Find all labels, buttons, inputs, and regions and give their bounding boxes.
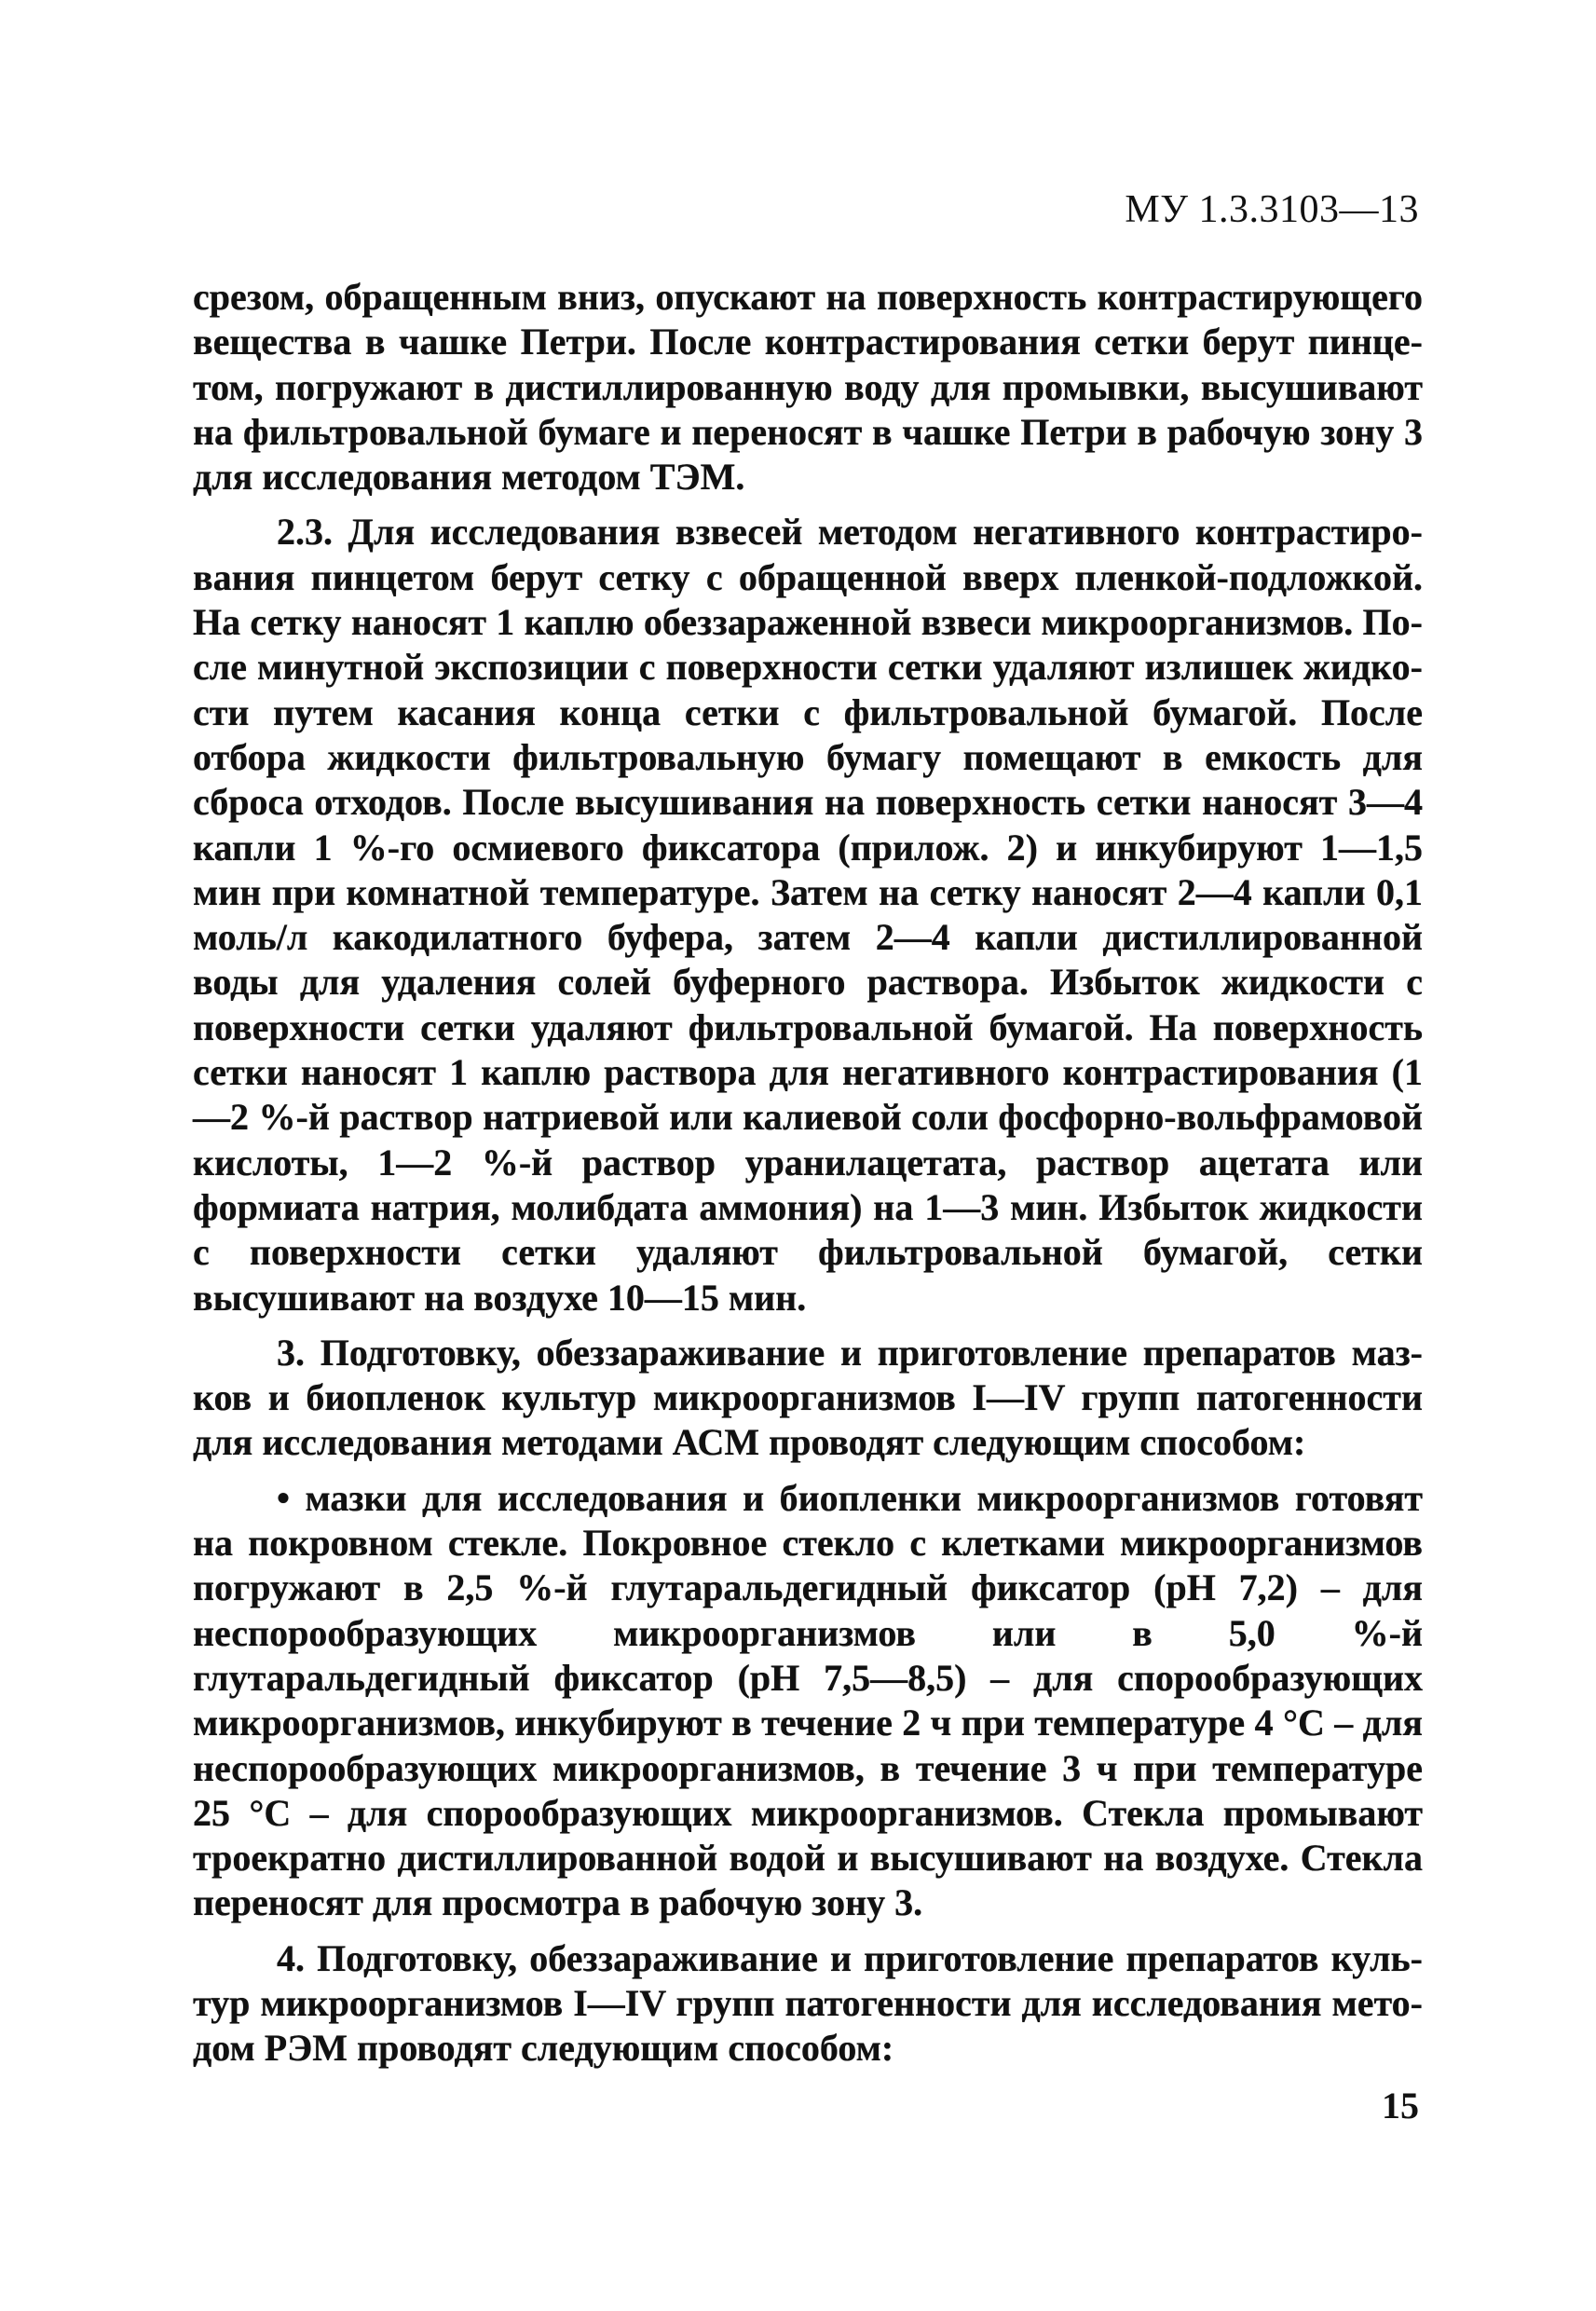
paragraph-2-3: 2.3. Для исследования взвесей методом негативного контрастирования пинцетом берут сетку с обращенной вверх пленкой-подложкой. На сетку наносят 1 каплю обеззараженной взвеси микроорганизмов. После минутной экспозиции с поверхности сетки удаляют излишек жидкости путем касания конца сетки с фильтровальной бумагой. После отбора жидкости фильтровальную бумагу помещают в емкость для сброса отходов. После высушивания на поверхность сетки наносят 3—4 капли 1 %-го осмиевого фиксатора (прилож. 2) и инкубируют 1—1,5 мин при комнатной температуре. Затем на сетку наносят 2—4 капли 0,1 моль/л какодилатного буфера, затем 2—4 капли дистиллированной воды для удаления солей буферного раствора. Избыток жидкости с поверхности сетки удаляют фильтровальной бумагой. На поверхность сетки наносят 1 каплю раствора для негативного контрастирования (1—2 %-й раствор натриевой или калиевой соли фосфорно-вольфрамовой кислоты, 1—2 %-й раствор уранилацетата, раствор ацетата или формиата натрия, молибдата аммония) на 1—3 мин. Избыток жидкости с поверхности сетки удаляют фильтровальной бумагой, сетки высушивают на воздухе 10—15 мин. — [193, 511, 1423, 1319]
paragraph-3: 3. Подготовку, обеззараживание и приготовление препаратов мазков и биопленок культур микроорганизмов I—IV групп патогенности для исследования методами АСМ проводят следующим способом: — [193, 1331, 1423, 1464]
paragraph-bullet-smears: • мазки для исследования и биопленки микроорганизмов готовят на покровном стекле. Покровное стекло с клетками микроорганизмов погружают в 2,5 %-й глутаральдегидный фиксатор (pH 7,2) – для неспорообразующих микроорганизмов или в 5,0 %-й глутаральдегидный фиксатор (pH 7,5—8,5) – для спорообразующих микроорганизмов, инкубируют в течение 2 ч при температуре 4 °C – для неспорообразующих микроорганизмов, в течение 3 ч при температуре 25 °C – для спорообразующих микроорганизмов. Стекла промывают троекратно дистиллированной водой и высушивают на воздухе. Стекла переносят для просмотра в рабочую зону 3. — [193, 1476, 1423, 1924]
page-number: 15 — [1382, 2085, 1419, 2126]
paragraph-4: 4. Подготовку, обеззараживание и приготовление препаратов культур микроорганизмов I—IV групп патогенности для исследования методом РЭМ проводят следующим способом: — [193, 1936, 1423, 2070]
document-code: МУ 1.3.3103—13 — [1125, 188, 1419, 231]
paragraph-continuation: срезом, обращенным вниз, опускают на поверхность контрастирующего вещества в чашке Петри. После контрастирования сетки берут пинцетом, погружают в дистиллированную воду для промывки, высушивают на фильтровальной бумаге и переносят в чашке Петри в рабочую зону 3 для исследования методом ТЭМ. — [193, 276, 1423, 499]
body-text — [193, 275, 1423, 2072]
